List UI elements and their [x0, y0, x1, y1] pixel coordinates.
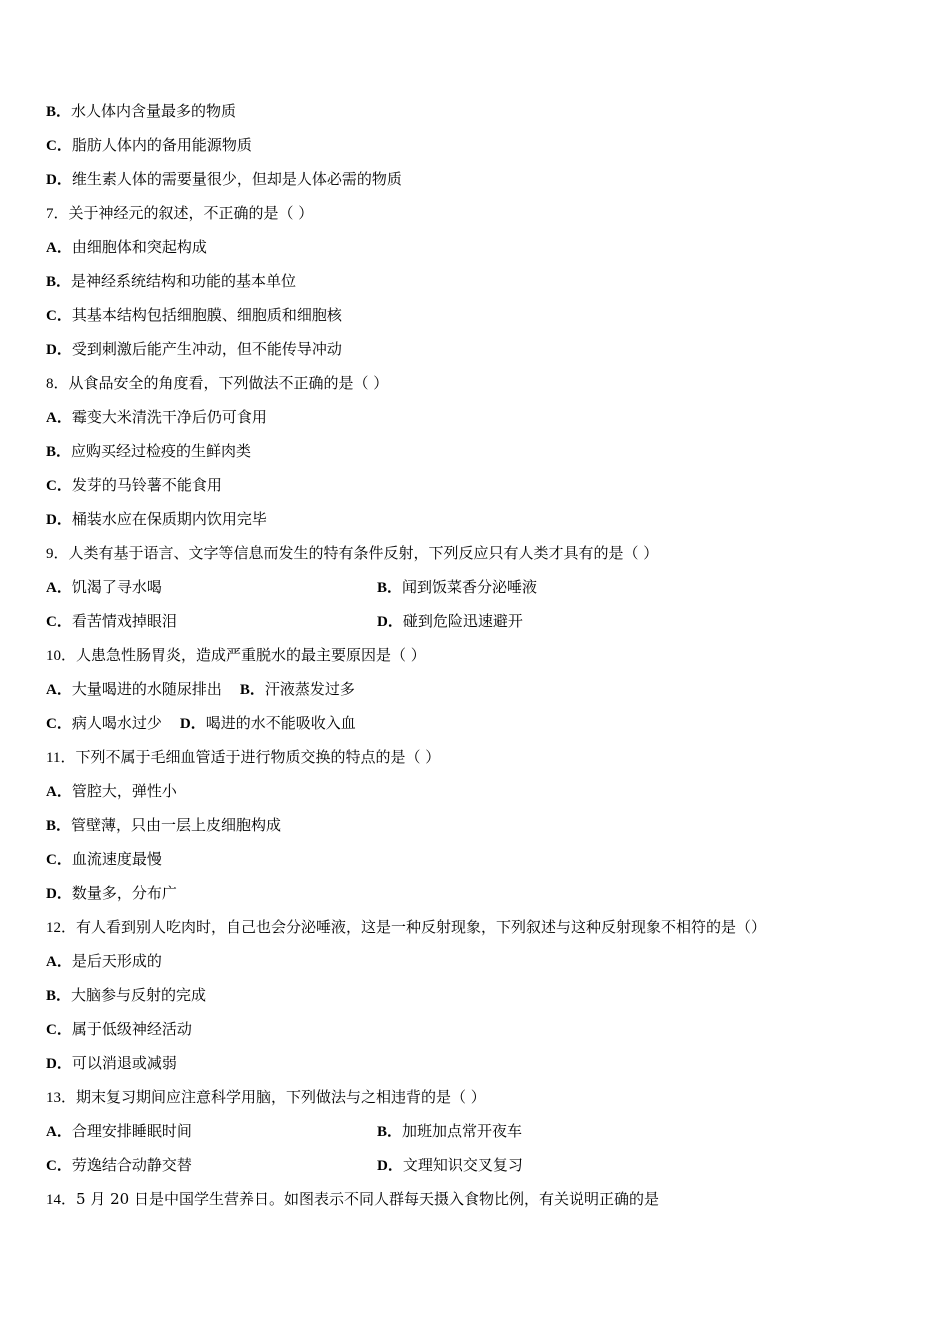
- q12-option-d: D．可以消退或减弱: [46, 1054, 177, 1072]
- q6-option-b: B．水人体内含量最多的物质: [46, 102, 237, 120]
- q13-option-b: B．加班加点常开夜车: [377, 1122, 523, 1140]
- q14-stem: 14．5 月 20 日是中国学生营养日。如图表示不同人群每天摄入食物比例，有关说明正确的是: [46, 1190, 659, 1208]
- q8-option-b: B．应购买经过检疫的生鲜肉类: [46, 442, 252, 460]
- q7-stem: 7．关于神经元的叙述，不正确的是（ ）: [46, 204, 314, 222]
- q9-option-c: C．看苦情戏掉眼泪: [46, 612, 177, 630]
- q11-stem: 11．下列不属于毛细血管适于进行物质交换的特点的是（ ）: [46, 748, 441, 766]
- q10-option-b-text: 汗液蒸发过多: [264, 680, 355, 698]
- q12-stem: 12．有人看到别人吃肉时，自己也会分泌唾液，这是一种反射现象，下列叙述与这种反射现象不相符的是（）: [46, 918, 767, 936]
- q7-option-d: D．受到刺激后能产生冲动，但不能传导冲动: [46, 340, 342, 358]
- q10-options-ab: [46, 679, 355, 700]
- q7-option-a: A．由细胞体和突起构成: [46, 238, 207, 256]
- q8-stem: 8．从食品安全的角度看，下列做法不正确的是（ ）: [46, 374, 389, 392]
- q13-option-a: A．合理安排睡眠时间: [46, 1122, 192, 1140]
- q6-option-d: D．维生素人体的需要量很少，但却是人体必需的物质: [46, 170, 402, 188]
- q10-option-b-letter: B．: [239, 682, 265, 698]
- q6-option-c: C．脂肪人体内的备用能源物质: [46, 136, 252, 154]
- q10-option-d-text: 喝进的水不能吸收入血: [205, 714, 356, 732]
- q7-option-b: B．是神经系统结构和功能的基本单位: [46, 272, 297, 290]
- q11-option-b: B．管壁薄，只由一层上皮细胞构成: [46, 816, 282, 834]
- q10-option-d-letter: D．: [179, 716, 206, 732]
- q11-option-c: C．血流速度最慢: [46, 850, 162, 868]
- q11-option-d: D．数量多，分布广: [46, 884, 177, 902]
- q12-option-a: A．是后天形成的: [46, 952, 162, 970]
- q10-option-a-letter: A．: [46, 682, 72, 698]
- q8-option-c: C．发芽的马铃薯不能食用: [46, 476, 222, 494]
- q9-stem: 9．人类有基于语言、文字等信息而发生的特有条件反射，下列反应只有人类才具有的是（ ）: [46, 544, 659, 562]
- q13-option-c: C．劳逸结合动静交替: [46, 1156, 192, 1174]
- q7-option-c: C．其基本结构包括细胞膜、细胞质和细胞核: [46, 306, 342, 324]
- q11-option-a: A．管腔大，弹性小: [46, 782, 177, 800]
- q8-option-a: A．霉变大米清洗干净后仍可食用: [46, 408, 267, 426]
- q13-stem: 13．期末复习期间应注意科学用脑，下列做法与之相违背的是（ ）: [46, 1088, 486, 1106]
- q10-option-a-text: 大量喝进的水随尿排出: [71, 680, 222, 698]
- q12-option-b: B．大脑参与反射的完成: [46, 986, 207, 1004]
- q9-option-d: D．碰到危险迅速避开: [377, 612, 523, 630]
- q10-options-cd: [46, 713, 356, 734]
- q8-option-d: D．桶装水应在保质期内饮用完毕: [46, 510, 267, 528]
- q9-option-b: B．闻到饭菜香分泌唾液: [377, 578, 538, 596]
- q9-option-a: A．饥渴了寻水喝: [46, 578, 162, 596]
- q12-option-c: C．属于低级神经活动: [46, 1020, 192, 1038]
- q10-option-c-text: 病人喝水过少: [71, 714, 162, 732]
- q10-stem: 10．人患急性肠胃炎，造成严重脱水的最主要原因是（ ）: [46, 646, 426, 664]
- q10-option-c-letter: C．: [46, 716, 72, 732]
- q13-option-d: D．文理知识交叉复习: [377, 1156, 523, 1174]
